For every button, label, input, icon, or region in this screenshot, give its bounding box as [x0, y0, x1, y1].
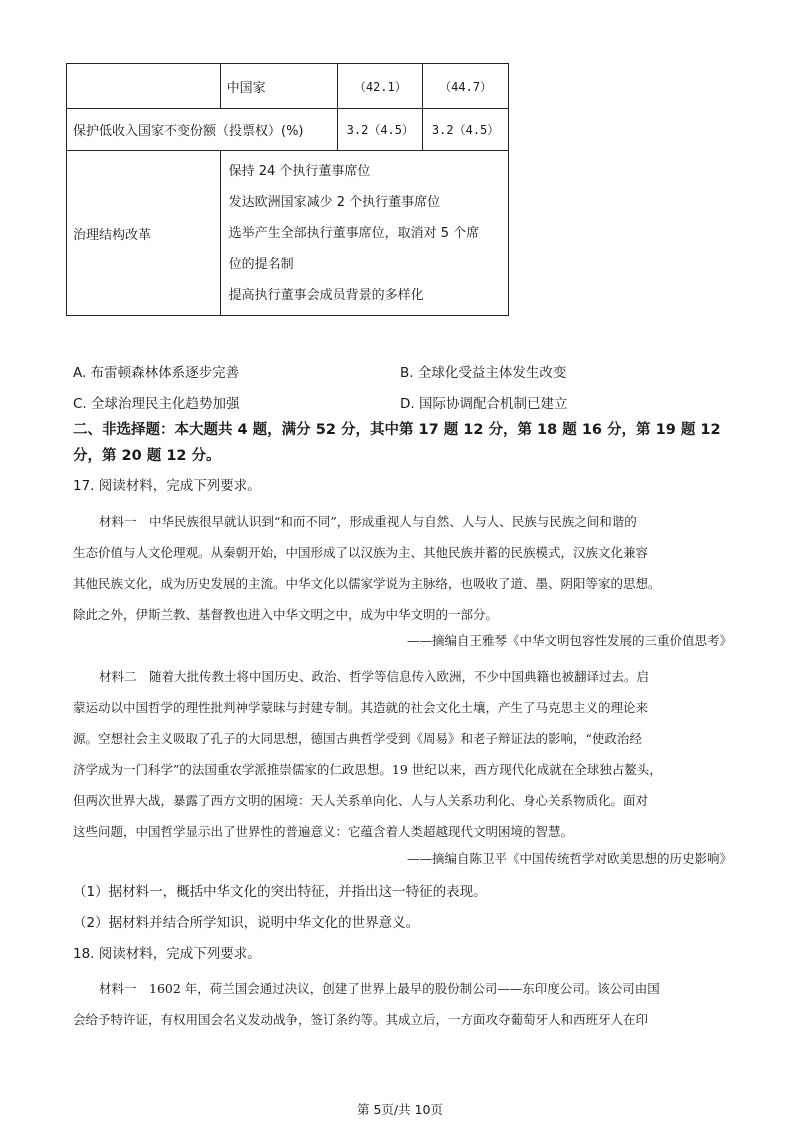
option-c: C. 全球治理民主化趋势加强	[73, 396, 240, 412]
text-line: 生态价值与人文伦理观。从秦朝开始，中国形成了以汉族为主、其他民族并蓄的民族模式，汉族文化兼容	[73, 545, 649, 560]
q17-material-1-source: ——摘编自王雅琴《中华文明包容性发展的三重价值思考》	[406, 633, 732, 648]
q17-sub-2: （2）据材料并结合所学知识，说明中华文化的世界意义。	[73, 915, 420, 931]
table-cell	[67, 64, 221, 109]
section-heading	[73, 417, 733, 469]
text-line: 材料一 1602 年，荷兰国会通过决议，创建了世界上最早的股份制公司——东印度公司。该公司由国	[99, 981, 660, 996]
text-line: 蒙运动以中国哲学的理性批判神学蒙昧与封建专制。其造就的社会文化土壤，产生了马克思主义的理论来	[73, 700, 649, 715]
text-line: 会给予特许证，有权用国会名义发动战争，签订条约等。其成立后，一方面攻夺葡萄牙人和西班牙人在印	[73, 1012, 649, 1027]
page-number: 第 5页/共 10页	[356, 1102, 444, 1117]
text-line: 材料二 随着大批传教士将中国历史、政治、哲学等信息传入欧洲，不少中国典籍也被翻译过去。启	[99, 669, 650, 684]
option-d: D. 国际协调配合机制已建立	[400, 396, 568, 412]
table-cell: （42.1）	[338, 64, 423, 109]
table-row	[67, 64, 509, 109]
q17-material-2-source: ——摘编自陈卫平《中国传统哲学对欧美思想的历史影响》	[406, 851, 732, 866]
text-line: 这些问题，中国哲学显示出了世界性的普遍意义：它蕴含着人类超越现代文明困境的智慧。	[73, 824, 574, 839]
q17-material-1	[73, 506, 733, 630]
question-18-prompt: 18. 阅读材料，完成下列要求。	[73, 946, 261, 962]
text-line: 但两次世界大战，暴露了西方文明的困境：天人关系单向化、人与人关系功利化、身心关系物质化。面对	[73, 793, 649, 808]
text-line: 除此之外，伊斯兰教、基督教也进入中华文明之中，成为中华文明的一部分。	[73, 607, 499, 622]
option-a: A. 布雷顿森林体系逐步完善	[73, 365, 240, 381]
table-cell: 中国家	[220, 64, 338, 109]
option-b: B. 全球化受益主体发生改变	[400, 365, 567, 381]
section-heading-line: 分，第 20 题 12 分。	[73, 448, 221, 464]
q17-material-2	[73, 661, 733, 847]
comparison-table	[66, 63, 509, 316]
list-item: 提高执行董事会成员背景的多样化	[228, 287, 424, 303]
table-cell-list	[220, 151, 508, 316]
table-cell: 3.2（4.5）	[338, 109, 423, 151]
text-line: 源。空想社会主义吸取了孔子的大同思想，德国古典哲学受到《周易》和老子辩证法的影响，“使政治经	[73, 731, 642, 746]
question-17-prompt: 17. 阅读材料，完成下列要求。	[73, 478, 261, 494]
q17-sub-1: （1）据材料一，概括中华文化的突出特征，并指出这一特征的表现。	[73, 884, 487, 900]
table-row	[67, 151, 509, 316]
list-item: 选举产生全部执行董事席位，取消对 5 个席	[228, 225, 480, 241]
list-item: 位的提名制	[228, 256, 294, 272]
text-line: 其他民族文化，成为历史发展的主流。中华文化以儒家学说为主脉络，也吸收了道、墨、阴阳等家的思想。	[73, 576, 661, 591]
table-cell: 治理结构改革	[67, 151, 221, 316]
table-cell: 保护低收入国家不变份额（投票权）(%)	[67, 109, 338, 151]
text-line: 济学成为一门科学”的法国重农学派推崇儒家的仁政思想。19 世纪以来，西方现代化成就在全球独占鳌头，	[73, 762, 662, 777]
table-cell: （44.7）	[423, 64, 509, 109]
table-cell: 3.2（4.5）	[423, 109, 509, 151]
list-item: 保持 24 个执行董事席位	[228, 163, 371, 179]
table-row	[67, 109, 509, 151]
list-item: 发达欧洲国家减少 2 个执行董事席位	[228, 194, 441, 210]
q18-material-1	[73, 973, 733, 1035]
section-heading-line: 二、非选择题：本大题共 4 题，满分 52 分，其中第 17 题 12 分，第 18 题 16 分，第 19 题 12	[73, 422, 721, 438]
text-line: 材料一 中华民族很早就认识到“和而不同”，形成重视人与自然、人与人、民族与民族之间和谐的	[99, 514, 637, 529]
